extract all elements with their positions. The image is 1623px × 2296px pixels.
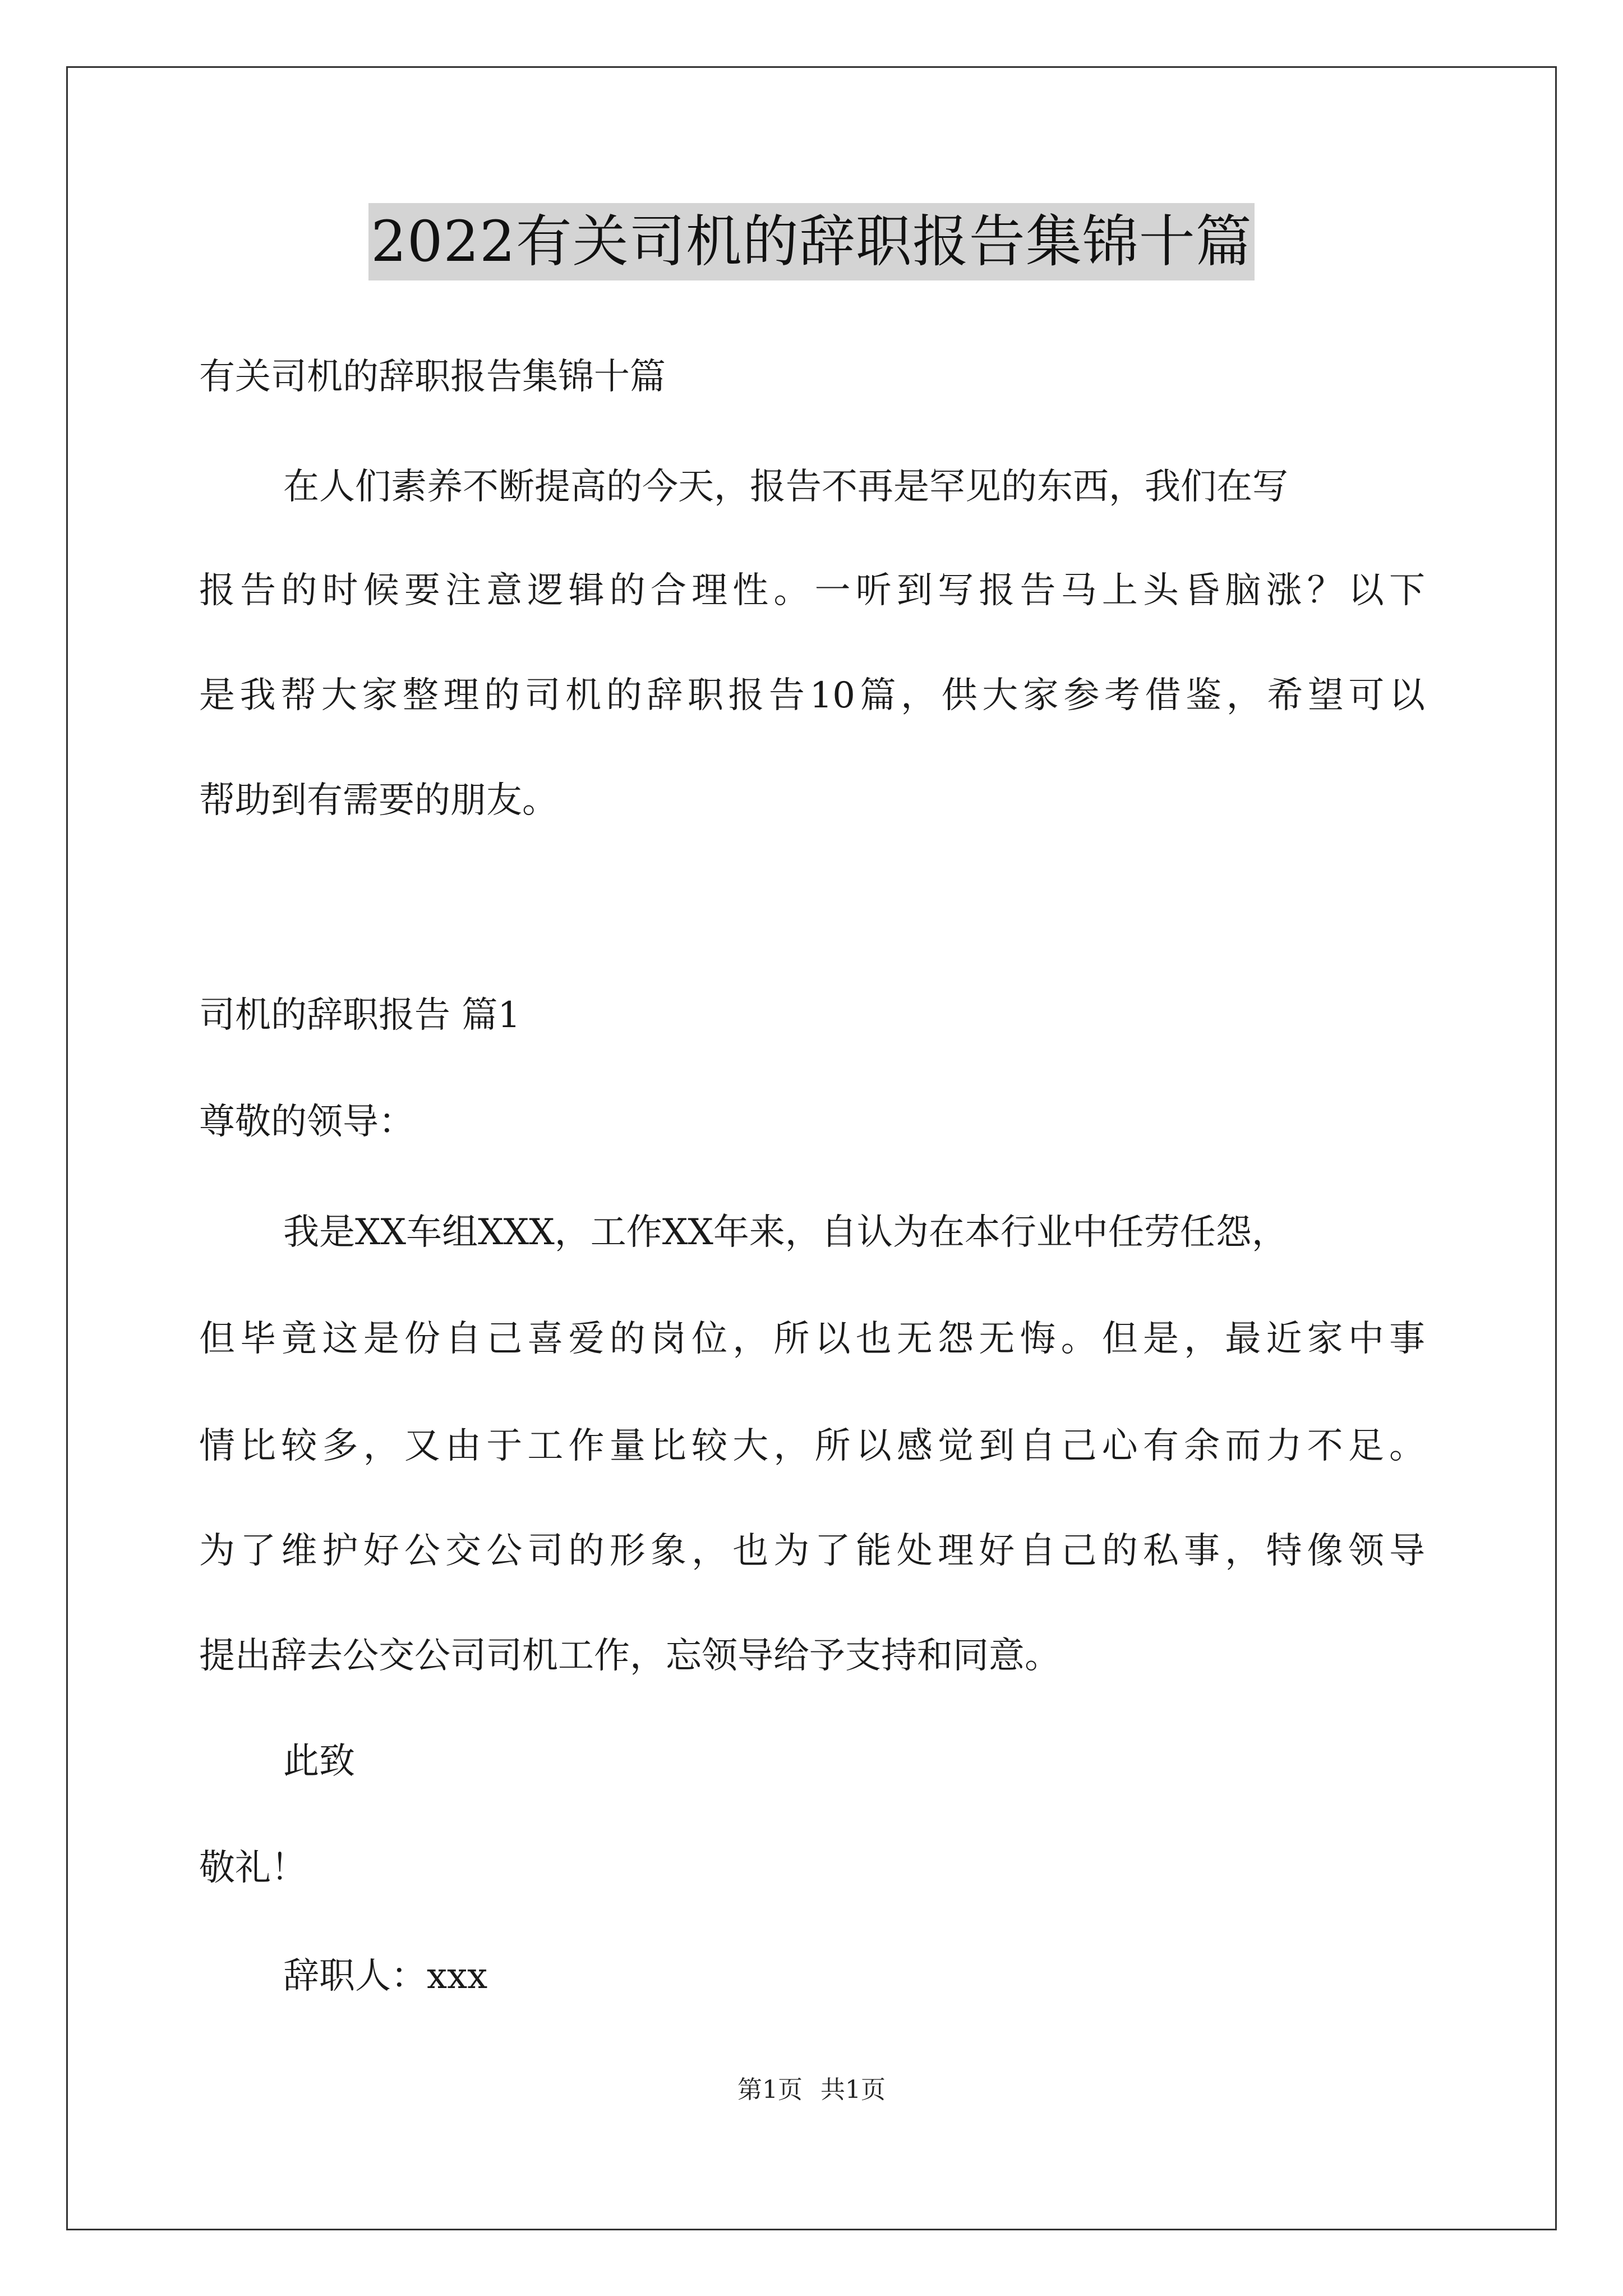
intro-paragraph-line-1: 在人们素养不断提高的今天，报告不再是罕见的东西，我们在写 xyxy=(283,466,1288,508)
body-paragraph-line-4: 为了维护好公交公司的形象，也为了能处理好自己的私事，特像领导 xyxy=(199,1530,1425,1572)
body-paragraph-line-3: 情比较多，又由于工作量比较大，所以感觉到自己心有余而力不足。 xyxy=(199,1425,1425,1467)
signature-line: 辞职人：xxx xyxy=(283,1955,488,1997)
body-paragraph-line-2: 但毕竟这是份自己喜爱的岗位，所以也无怨无悔。但是，最近家中事 xyxy=(199,1318,1425,1360)
title-container xyxy=(0,203,1623,280)
salutation: 尊敬的领导： xyxy=(199,1101,414,1143)
section-heading: 司机的辞职报告 篇1 xyxy=(199,995,521,1036)
closing-jing-li: 敬礼！ xyxy=(199,1847,307,1889)
page-number-current: 第1页 xyxy=(737,2076,803,2104)
page-footer xyxy=(0,2074,1623,2106)
closing-ci-zhi: 此致 xyxy=(283,1741,355,1782)
subtitle-line: 有关司机的辞职报告集锦十篇 xyxy=(199,356,666,398)
document-title: 2022有关司机的辞职报告集锦十篇 xyxy=(368,203,1255,280)
body-paragraph-line-5: 提出辞去公交公司司机工作，忘领导给予支持和同意。 xyxy=(199,1635,1061,1677)
intro-paragraph-line-2: 报告的时候要注意逻辑的合理性。一听到写报告马上头昏脑涨？以下 xyxy=(199,570,1425,611)
page-number-total: 共1页 xyxy=(820,2076,886,2104)
intro-paragraph-line-4: 帮助到有需要的朋友。 xyxy=(199,780,558,821)
intro-paragraph-line-3: 是我帮大家整理的司机的辞职报告10篇，供大家参考借鉴，希望可以 xyxy=(199,675,1425,716)
body-paragraph-line-1: 我是XX车组XXX，工作XX年来，自认为在本行业中任劳任怨， xyxy=(283,1212,1288,1253)
